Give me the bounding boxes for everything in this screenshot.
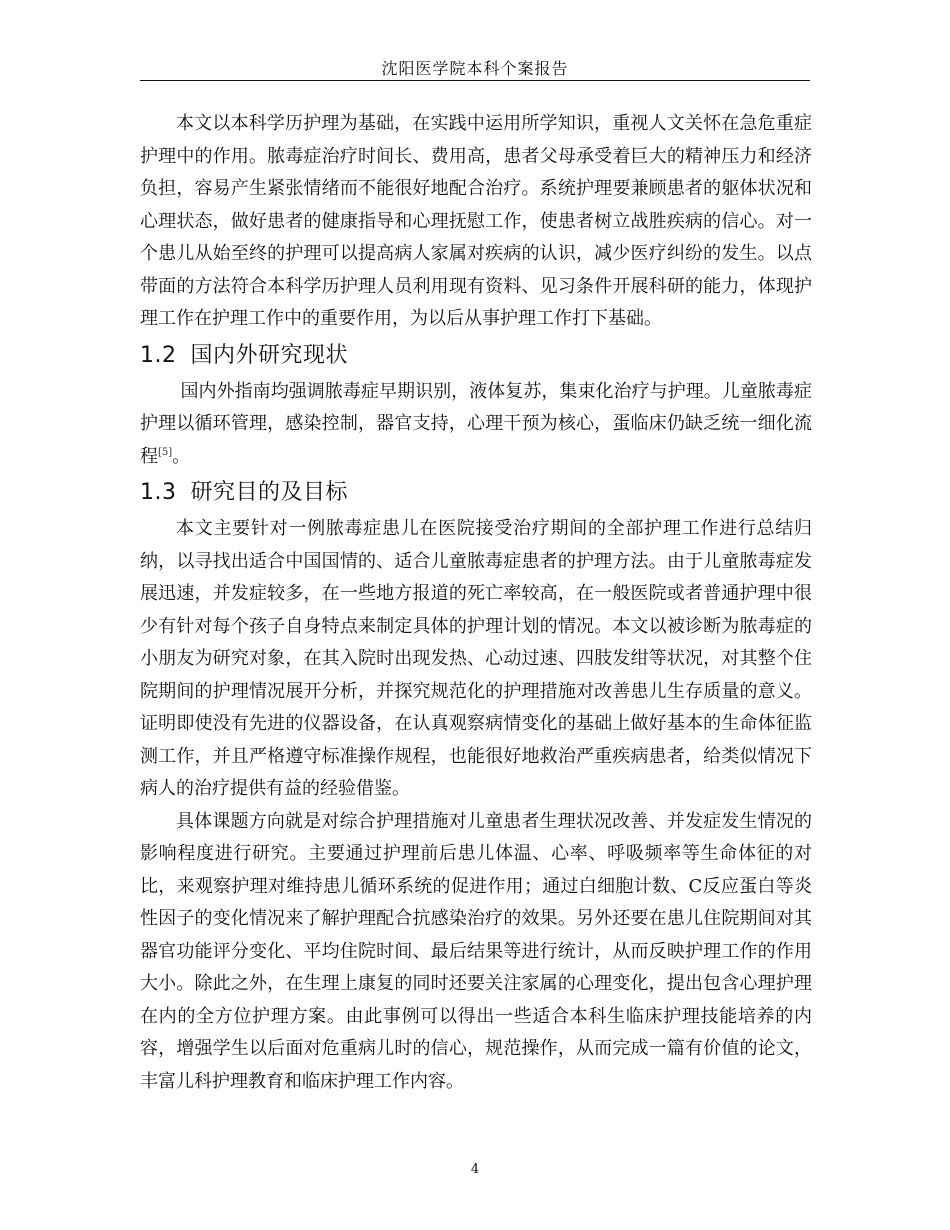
citation-reference: [5] [158,446,173,458]
section-title: 国内外研究现状 [190,342,349,368]
section-heading-1-2 [140,336,812,376]
section-number: 1.2 [140,342,177,368]
research-status-text: 国内外指南均强调脓毒症早期识别，液体复苏，集束化治疗与护理。儿童脓毒症护理以循环管理，感染控制，器官支持，心理干预为核心，蛋临床仍缺乏统一细化流程 [140,380,812,467]
research-direction-paragraph: 具体课题方向就是对综合护理措施对儿童患者生理状况改善、并发症发生情况的影响程度进行研究。主要通过护理前后患儿体温、心率、呼吸频率等生命体征的对比，来观察护理对维持患儿循环系统的促进作用；通过白细胞计数、C反应蛋白等炎性因子的变化情况来了解护理配合抗感染治疗的效果。另外还要在患儿住院期间对其器官功能评分变化、平均住院时间、最后结果等进行统计，从而反映护理工作的作用大小。除此之外，在生理上康复的同时还要关注家属的心理变化，提出包含心理护理在内的全方位护理方案。由此事例可以得出一些适合本科生临床护理技能培养的内容，增强学生以后面对危重病儿时的信心，规范操作，从而完成一篇有价值的论文，丰富儿科护理教育和临床护理工作内容。 [140,810,812,1092]
intro-paragraph: 本文以本科学历护理为基础，在实践中运用所学知识，重视人文关怀在急危重症护理中的作用。脓毒症治疗时间长、费用高，患者父母承受着巨大的精神压力和经济负担，容易产生紧张情绪而不能很好地配合治疗。系统护理要兼顾患者的躯体状况和心理状态，做好患者的健康指导和心理抚慰工作，使患者树立战胜疾病的信心。对一个患儿从始至终的护理可以提高病人家属对疾病的认识，减少医疗纠纷的发生。以点带面的方法符合本科学历护理人员利用现有资料、见习条件开展科研的能力，体现护理工作在护理工作中的重要作用，为以后从事护理工作打下基础。 [140,113,812,329]
header-rule [140,80,810,81]
research-status-end: 。 [172,445,191,467]
page-content [140,108,812,1098]
section-number: 1.3 [140,480,177,505]
research-purpose-paragraph: 本文主要针对一例脓毒症患儿在医院接受治疗期间的全部护理工作进行总结归纳，以寻找出适合中国国情的、适合儿童脓毒症患者的护理方法。由于儿童脓毒症发展迅速，并发症较多，在一些地方报道的死亡率较高，在一般医院或者普通护理中很少有针对每个孩子自身特点来制定具体的护理计划的情况。本文以被诊断为脓毒症的小朋友为研究对象，在其入院时出现发热、心动过速、四肢发绀等状况，对其整个住院期间的护理情况展开分析，并探究规范化的护理措施对改善患儿生存质量的意义。证明即使没有先进的仪器设备，在认真观察病情变化的基础上做好基本的生命体征监测工作，并且严格遵守标准操作规程，也能很好地救治严重疾病患者，给类似情况下病人的治疗提供有益的经验借鉴。 [140,518,812,799]
running-header: 沈阳医学院本科个案报告 [381,59,569,78]
page-number: 4 [470,1162,480,1177]
research-status-paragraph [140,376,812,474]
section-title: 研究目的及目标 [190,480,349,505]
section-heading-1-3 [140,473,812,513]
